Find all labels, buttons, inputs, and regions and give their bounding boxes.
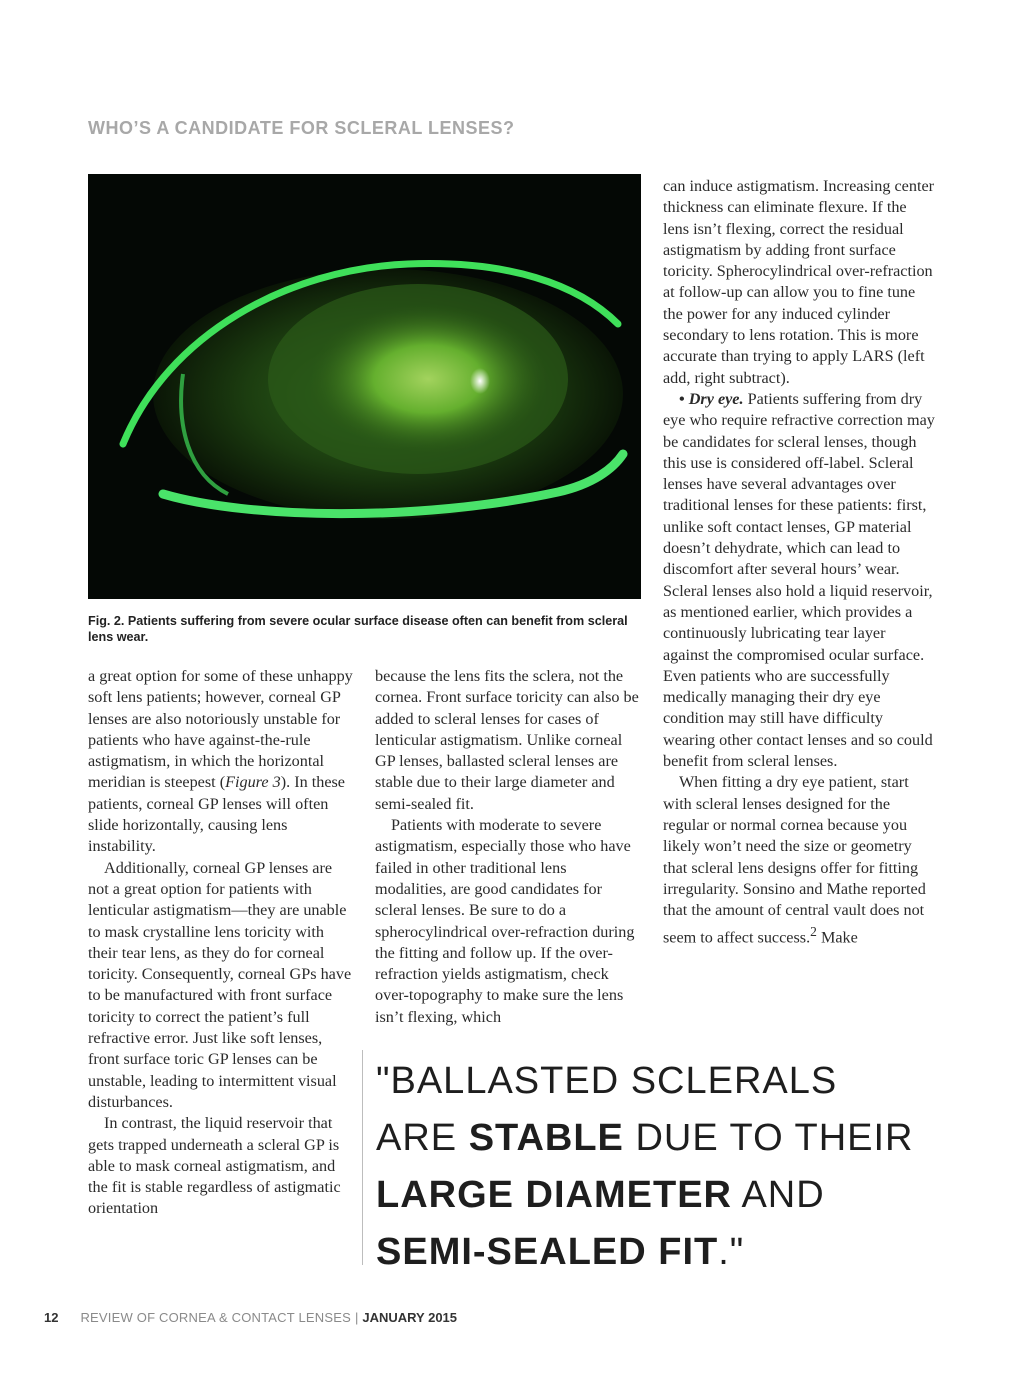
publication-name: REVIEW OF CORNEA & CONTACT LENSES [80, 1310, 351, 1325]
figure-eye-image [88, 174, 641, 599]
paragraph: Patients with moderate to severe astigmatism, especially those who have failed in other traditional lens modalities, are good candidates for scleral lenses. Be sure to do a spherocylindrical over-refraction during the fitting and follow up. If the over-refraction yields astigmatism, check over-topography to make sure the lens isn’t flexing, which [375, 816, 635, 1026]
figure-reference: Figure 3 [225, 773, 281, 792]
footer-separator: | [354, 1310, 359, 1325]
subhead-dry-eye: Dry eye. [688, 389, 744, 408]
page-number: 12 [44, 1310, 59, 1325]
figure-caption: Fig. 2. Patients suffering from severe ocular surface disease often can benefit from scleral lens wear. [88, 614, 628, 644]
pullquote-rule [362, 1050, 363, 1265]
page-footer [44, 1310, 457, 1325]
paragraph: In contrast, the liquid reservoir that gets trapped underneath a scleral GP is able to mask corneal astigmatism, and the fit is stable regardless of astigmatic orientation [88, 1114, 341, 1218]
paragraph: Additionally, corneal GP lenses are not a great option for patients with lenticular astigmatism—they are unable to mask crystalline lens toricity with their tear lens, as they do for corneal toricity. Consequently, corneal GPs have to be manufactured with front surface toricity to correct the patient’s full refractive error. Just like soft lenses, front surface toric GP lenses can be unstable, leading to intermittent visual disturbances. [88, 858, 352, 1111]
pullquote: "BALLASTED SCLERALS ARE STABLE DUE TO THEIR LARGE DIAMETER AND SEMI-SEALED FIT." [376, 1060, 914, 1273]
paragraph: a great option for some of these unhappy soft lens patients; however, corneal GP lenses are also notoriously unstable for patients who have against-the-rule astigmatism, in which the horizontal meridian is steepest (Figure 3). In these patients, corneal GP lenses will often slide horizontally, causing lens instability. [88, 667, 353, 856]
column-3 [663, 176, 935, 949]
fluorescein-eye-photo [88, 174, 641, 599]
paragraph: When fitting a dry eye patient, start with scleral lenses designed for the regular or normal cornea because you likely won’t need the size or geometry that scleral lens designs offer for fitting irregularity. Sonsino and Mathe reported that the amount of central vault does not seem to affect success.$^2$ Make [663, 773, 926, 947]
citation-superscript: 2 [810, 924, 817, 940]
column-2 [375, 666, 641, 1028]
paragraph: because the lens fits the sclera, not the cornea. Front surface toricity can also be added to scleral lenses for cases of lenticular astigmatism. Unlike corneal GP lenses, ballasted scleral lenses are stable due to their large diameter and semi-sealed fit. [375, 667, 639, 813]
issue-date: JANUARY 2015 [362, 1310, 458, 1325]
column-1 [88, 666, 354, 1220]
section-title: WHO’S A CANDIDATE FOR SCLERAL LENSES? [88, 118, 515, 138]
paragraph: can induce astigmatism. Increasing center thickness can eliminate flexure. If the lens isn’t flexing, correct the residual astigmatism by adding front surface toricity. Spherocylindrical over-refraction at follow-up can allow you to fine tune the power for any induced cylinder secondary to lens rotation. This is more accurate than trying to apply LARS (left add, right subtract). [663, 177, 935, 387]
paragraph: • Dry eye. Patients suffering from dry eye who require refractive correction may be candidates for scleral lenses, though this use is considered off-label. Scleral lenses have several advantages over traditional lenses for these patients: first, unlike soft contact lenses, GP material doesn’t dehydrate, which can lead to discomfort after several hours’ wear. Scleral lenses also hold a liquid reservoir, as mentioned earlier, which provides a continuously lubricating tear layer against the compromised ocular surface. Even patients who are successfully medically managing their dry eye condition may still have difficulty wearing other contact lenses and so could benefit from scleral lenses. [663, 389, 935, 771]
